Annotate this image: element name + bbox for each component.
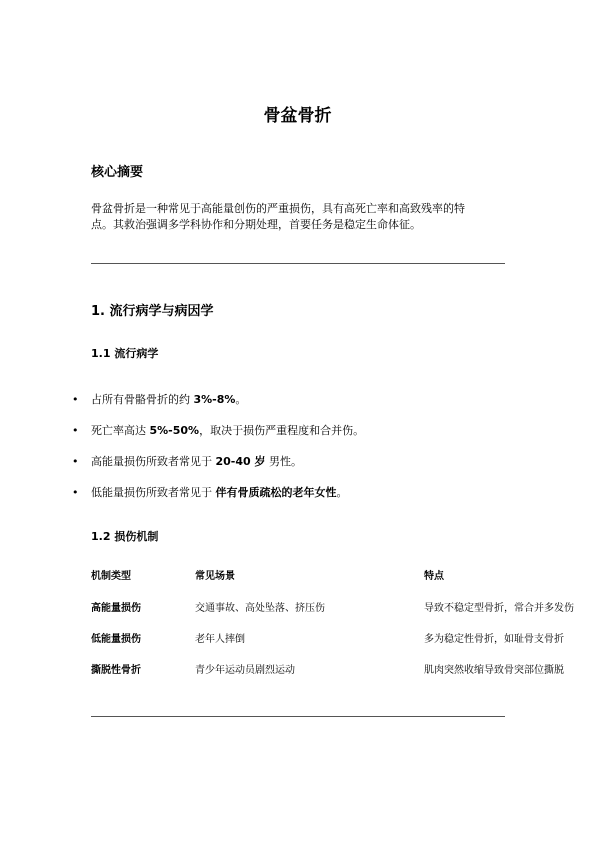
summary-line-2: 点。其救治强调多学科协作和分期处理，首要任务是稳定生命体征。 [91, 218, 421, 231]
summary-line-1: 骨盆骨折是一种常见于高能量创伤的严重损伤，具有高死亡率和高致残率的特 [91, 202, 465, 215]
subsection-1-1-heading: 1.1 流行病学 [91, 347, 159, 360]
bullet-text: 。 [336, 486, 348, 499]
table-header-cell: 特点 [424, 571, 444, 582]
bullet-text: 。 [235, 393, 247, 406]
table-header-row [91, 569, 591, 585]
bullet-marker: • [72, 424, 79, 437]
table-header-cell: 机制类型 [91, 571, 131, 582]
section-divider [91, 716, 505, 717]
table-cell: 导致不稳定型骨折，常合并多发伤 [424, 603, 574, 614]
bullet-marker: • [72, 455, 79, 468]
list-item [0, 422, 560, 440]
bullet-marker: • [72, 393, 79, 406]
summary-paragraph [91, 201, 511, 233]
bullet-emphasis: 20-40 岁 [215, 455, 266, 468]
list-item [0, 453, 560, 471]
subsection-1-2-heading: 1.2 损伤机制 [91, 530, 159, 543]
bullet-text: 死亡率高达 [91, 424, 150, 437]
table-header-cell: 常见场景 [195, 571, 235, 582]
table-cell: 交通事故、高处坠落、挤压伤 [195, 603, 325, 614]
table-cell: 撕脱性骨折 [91, 665, 141, 676]
table-cell: 高能量损伤 [91, 603, 141, 614]
table-cell: 青少年运动员剧烈运动 [195, 665, 295, 676]
bullet-text: 高能量损伤所致者常见于 [91, 455, 216, 468]
bullet-emphasis: 3%-8% [193, 393, 236, 406]
bullet-text: ，取决于损伤严重程度和合并伤。 [199, 424, 365, 437]
table-cell: 低能量损伤 [91, 634, 141, 645]
section-divider [91, 263, 505, 264]
table-row [91, 632, 591, 648]
bullet-emphasis: 伴有骨质疏松的老年女性 [215, 486, 337, 499]
section-1-heading: 1. 流行病学与病因学 [91, 304, 214, 319]
bullet-text: 男性。 [265, 455, 303, 468]
table-cell: 多为稳定性骨折，如耻骨支骨折 [424, 634, 564, 645]
list-item [0, 484, 560, 502]
document-title: 骨盆骨折 [263, 106, 332, 126]
bullet-emphasis: 5%-50% [149, 424, 200, 437]
bullet-marker: • [72, 486, 79, 499]
table-cell: 老年人摔倒 [195, 634, 245, 645]
bullet-text: 占所有骨骼骨折的约 [91, 393, 194, 406]
table-row [91, 601, 591, 617]
bullet-text: 低能量损伤所致者常见于 [91, 486, 216, 499]
table-row [91, 663, 591, 679]
table-cell: 肌肉突然收缩导致骨突部位撕脱 [424, 665, 564, 676]
list-item [0, 391, 560, 409]
summary-heading: 核心摘要 [91, 165, 144, 180]
